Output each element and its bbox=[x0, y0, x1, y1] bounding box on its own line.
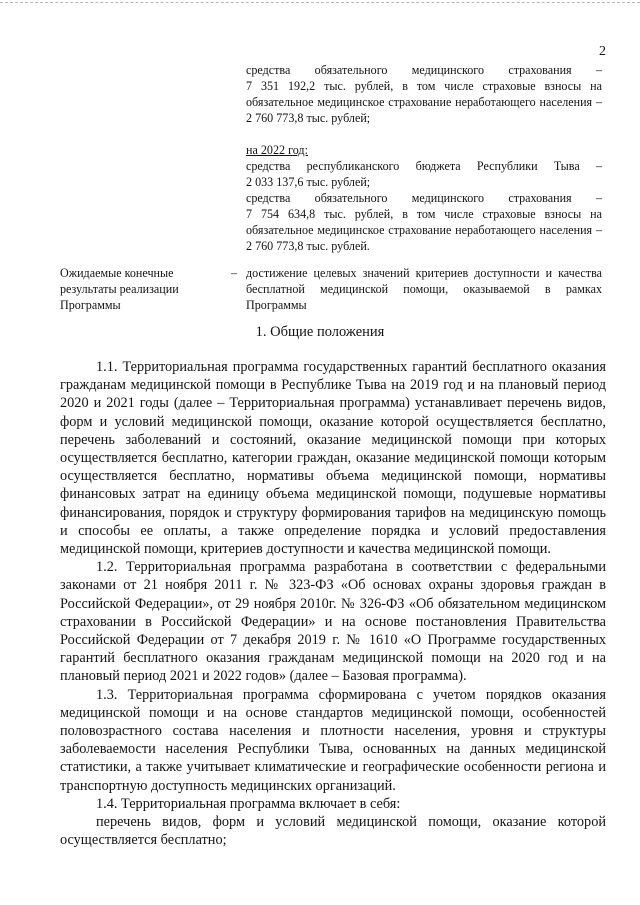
program-passport-table bbox=[60, 62, 602, 313]
results-text: достижение целевых значений критериев доступности и качества бесплатной медицинской помощи, оказываемой в рамках Программы bbox=[246, 266, 602, 312]
results-label: Ожидаемые конечные результаты реализации Программы bbox=[60, 266, 179, 312]
financing-2022-oms-line: средства обязательного медицинского страхования – bbox=[246, 191, 602, 205]
results-dash: – bbox=[230, 266, 238, 280]
paragraph-1-2: 1.2. Территориальная программа разработана в соответствии с федеральными законами от 21 ноября 2011 г. № 323-ФЗ «Об основах охраны здоровья граждан в Российской Федерации», от 29 ноября 2010г. № 326-ФЗ «Об обязательном медицинском страховании в Российской Федерации» и на основе постановления Правительства Российской Федерации от 7 декабря 2019 г. № 1610 «О Программе государственных гарантий бесплатного оказания гражданам медицинской помощи на 2020 год и на плановый период 2021 и 2022 годов» (далее – Базовая программа). bbox=[60, 559, 606, 685]
passport-financing-content bbox=[246, 62, 602, 254]
scan-top-edge bbox=[0, 2, 640, 4]
financing-2022-year-label: на 2022 год: bbox=[246, 143, 308, 157]
financing-2022-budget-line: средства республиканского бюджета Республики Тыва – bbox=[246, 159, 602, 173]
passport-row-results bbox=[60, 265, 602, 313]
financing-2022-budget-amount: 2 033 137,6 тыс. рублей; bbox=[246, 175, 371, 189]
passport-row-financing bbox=[60, 62, 602, 254]
paragraph-1-1: 1.1. Территориальная программа государственных гарантий бесплатного оказания гражданам медицинской помощи в Республике Тыва на 2019 год и на плановый период 2020 и 2021 годы (далее – Территориальная программа) устанавливает перечень видов, форм и условий медицинской помощи, оказание которой осуществляется бесплатно, перечень заболеваний и состояний, оказание медицинской помощи при которых осуществляется бесплатно, категории граждан, оказание медицинской помощи которым осуществляется бесплатно, нормативы объема медицинской помощи, нормативы финансовых затрат на единицу объема медицинской помощи, подушевые нормативы финансирования, порядок и структуру формирования тарифов на медицинскую помощь и способы ее оплаты, а также определение порядка и условий предоставления медицинской помощи, критериев доступности и качества медицинской помощи. bbox=[60, 359, 606, 558]
paragraph-list-item-1: перечень видов, форм и условий медицинской помощи, оказание которой осуществляется бесплатно; bbox=[60, 814, 606, 849]
paragraph-1-3: 1.3. Территориальная программа сформирована с учетом порядков оказания медицинской помощи и на основе стандартов медицинской помощи, особенностей половозрастного состава населения и плотности населения, уровня и структуры заболеваемости населения Республики Тыва, основанных на данных медицинской статистики, а также учитывает климатические и географические особенности региона и транспортную доступность медицинских организаций. bbox=[60, 686, 606, 794]
paragraph-1-4: 1.4. Территориальная программа включает в себя: bbox=[96, 795, 401, 812]
section-heading: 1. Общие положения bbox=[255, 324, 385, 340]
financing-2021-oms-line: средства обязательного медицинского страхования – bbox=[246, 63, 602, 77]
financing-2021-oms-amount: 7 351 192,2 тыс. рублей, в том числе страховые взносы на обязательное медицинское страхование неработающего населения – 2 760 773,8 тыс. рублей; bbox=[246, 79, 602, 125]
financing-2022-oms-amount: 7 754 634,8 тыс. рублей, в том числе страховые взносы на обязательное медицинское страхование неработающего населения – 2 760 773,8 тыс. рублей. bbox=[246, 207, 602, 253]
page-number: 2 bbox=[599, 44, 606, 59]
section-body bbox=[60, 358, 606, 849]
results-content bbox=[246, 265, 602, 313]
